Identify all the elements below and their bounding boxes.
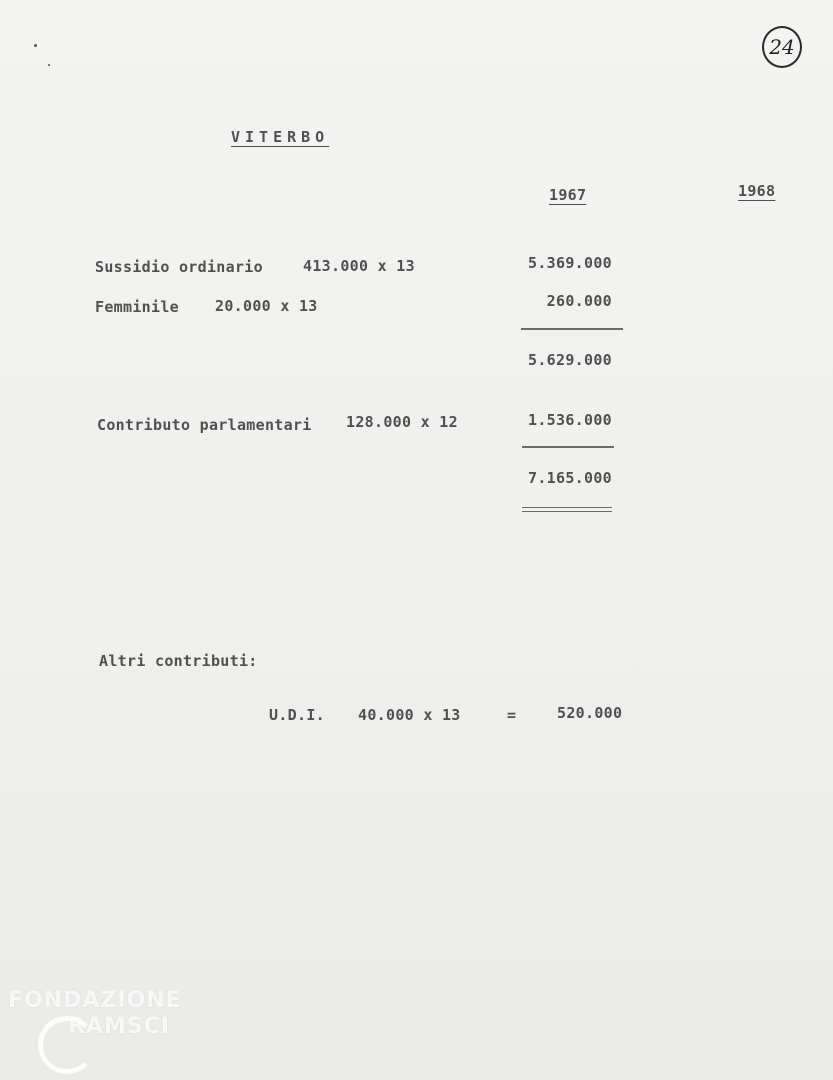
paper-speck bbox=[34, 44, 37, 47]
paper-speck bbox=[48, 64, 50, 66]
watermark-line1: FONDAZIONE bbox=[8, 988, 182, 1013]
watermark-line2: RAMSCI bbox=[68, 1014, 171, 1039]
row-amount-sussidio: 5.369.000 bbox=[528, 254, 612, 272]
udi-amount: 520.000 bbox=[557, 704, 623, 722]
subtotal-amount: 5.629.000 bbox=[528, 351, 612, 369]
udi-equals: = bbox=[507, 706, 517, 724]
altri-contributi-title: Altri contributi: bbox=[99, 652, 258, 670]
row-label-femminile: Femminile bbox=[95, 298, 179, 316]
row-calc-femminile: 20.000 x 13 bbox=[215, 297, 318, 315]
total-amount: 7.165.000 bbox=[528, 469, 612, 487]
page-number-circle: 24 bbox=[762, 26, 802, 68]
udi-label: U.D.I. bbox=[269, 706, 325, 724]
total-double-rule bbox=[522, 507, 612, 512]
subtotal-rule bbox=[521, 328, 623, 330]
row-label-sussidio: Sussidio ordinario bbox=[95, 258, 263, 276]
total-rule bbox=[522, 446, 614, 448]
fondazione-gramsci-watermark bbox=[8, 990, 182, 1038]
udi-calc: 40.000 x 13 bbox=[358, 706, 461, 724]
row-amount-femminile: 260.000 bbox=[546, 292, 612, 310]
row-calc-sussidio: 413.000 x 13 bbox=[303, 257, 415, 275]
row-label-contributo: Contributo parlamentari bbox=[97, 416, 312, 434]
document-heading: VITERBO bbox=[231, 128, 330, 146]
row-calc-contributo: 128.000 x 12 bbox=[346, 413, 458, 431]
year-1967-header: 1967 bbox=[549, 186, 587, 204]
year-1968-header: 1968 bbox=[738, 182, 776, 200]
row-amount-contributo: 1.536.000 bbox=[528, 411, 612, 429]
watermark-g-logo bbox=[38, 1016, 96, 1074]
